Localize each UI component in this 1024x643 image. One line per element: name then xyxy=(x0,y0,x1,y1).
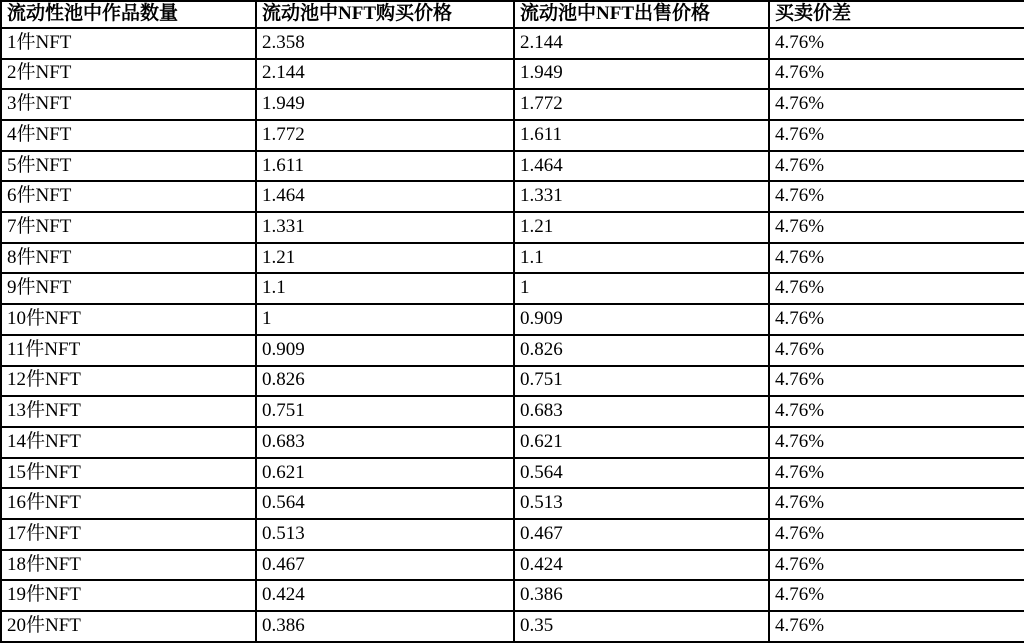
table-row xyxy=(1,304,1024,335)
table-cell: 4.76% xyxy=(769,151,1024,182)
table-cell: 4.76% xyxy=(769,89,1024,120)
column-header: 流动性池中作品数量 xyxy=(1,1,256,28)
table-cell: 17件NFT xyxy=(1,519,256,550)
table-cell: 13件NFT xyxy=(1,396,256,427)
column-header: 流动池中NFT购买价格 xyxy=(256,1,514,28)
table-cell: 6件NFT xyxy=(1,181,256,212)
table-cell: 4.76% xyxy=(769,458,1024,489)
table-cell: 1.21 xyxy=(256,243,514,274)
table-cell: 4.76% xyxy=(769,181,1024,212)
table-cell: 1.1 xyxy=(514,243,769,274)
table-body xyxy=(1,28,1024,642)
table-cell: 0.35 xyxy=(514,611,769,642)
table-cell: 4.76% xyxy=(769,120,1024,151)
table-cell: 0.564 xyxy=(514,458,769,489)
table-cell: 1.772 xyxy=(514,89,769,120)
table-cell: 1.331 xyxy=(256,212,514,243)
table-row xyxy=(1,488,1024,519)
table-cell: 0.424 xyxy=(514,550,769,581)
table-cell: 4.76% xyxy=(769,488,1024,519)
table-row xyxy=(1,89,1024,120)
table-cell: 9件NFT xyxy=(1,273,256,304)
table-row xyxy=(1,427,1024,458)
table-row xyxy=(1,59,1024,90)
table-cell: 8件NFT xyxy=(1,243,256,274)
table-row xyxy=(1,243,1024,274)
table-cell: 0.386 xyxy=(256,611,514,642)
table-row xyxy=(1,151,1024,182)
table-cell: 2.358 xyxy=(256,28,514,59)
table-row xyxy=(1,181,1024,212)
table-row xyxy=(1,273,1024,304)
column-header: 买卖价差 xyxy=(769,1,1024,28)
table-cell: 1.949 xyxy=(514,59,769,90)
table-cell: 19件NFT xyxy=(1,580,256,611)
header-row xyxy=(1,1,1024,28)
table-cell: 4.76% xyxy=(769,611,1024,642)
table-cell: 4.76% xyxy=(769,366,1024,397)
table-cell: 4.76% xyxy=(769,304,1024,335)
table-cell: 10件NFT xyxy=(1,304,256,335)
table-row xyxy=(1,212,1024,243)
table-cell: 4.76% xyxy=(769,335,1024,366)
table-cell: 0.621 xyxy=(256,458,514,489)
table-cell: 14件NFT xyxy=(1,427,256,458)
table-cell: 1件NFT xyxy=(1,28,256,59)
table-row xyxy=(1,366,1024,397)
table-row xyxy=(1,335,1024,366)
table-cell: 4.76% xyxy=(769,396,1024,427)
table-cell: 0.467 xyxy=(514,519,769,550)
table-row xyxy=(1,550,1024,581)
table-cell: 16件NFT xyxy=(1,488,256,519)
table-cell: 4.76% xyxy=(769,59,1024,90)
table-cell: 2.144 xyxy=(256,59,514,90)
table-cell: 1.772 xyxy=(256,120,514,151)
table-cell: 1.331 xyxy=(514,181,769,212)
table-cell: 20件NFT xyxy=(1,611,256,642)
table-cell: 0.751 xyxy=(514,366,769,397)
table-cell: 0.683 xyxy=(256,427,514,458)
table-row xyxy=(1,580,1024,611)
table-cell: 0.751 xyxy=(256,396,514,427)
table-cell: 4.76% xyxy=(769,28,1024,59)
table-cell: 0.513 xyxy=(514,488,769,519)
table-cell: 2.144 xyxy=(514,28,769,59)
table-cell: 15件NFT xyxy=(1,458,256,489)
table-cell: 18件NFT xyxy=(1,550,256,581)
table-cell: 4.76% xyxy=(769,550,1024,581)
table-cell: 1.949 xyxy=(256,89,514,120)
table-cell: 4.76% xyxy=(769,212,1024,243)
table-cell: 4件NFT xyxy=(1,120,256,151)
table-cell: 0.621 xyxy=(514,427,769,458)
table-cell: 0.386 xyxy=(514,580,769,611)
table-cell: 2件NFT xyxy=(1,59,256,90)
table-cell: 0.826 xyxy=(256,366,514,397)
table-cell: 4.76% xyxy=(769,273,1024,304)
table-row xyxy=(1,458,1024,489)
table-cell: 1.611 xyxy=(256,151,514,182)
table-cell: 0.909 xyxy=(514,304,769,335)
table-cell: 1.464 xyxy=(514,151,769,182)
table-cell: 12件NFT xyxy=(1,366,256,397)
table-cell: 4.76% xyxy=(769,580,1024,611)
table-cell: 1 xyxy=(256,304,514,335)
table-cell: 11件NFT xyxy=(1,335,256,366)
table-row xyxy=(1,28,1024,59)
table-cell: 5件NFT xyxy=(1,151,256,182)
table-cell: 4.76% xyxy=(769,427,1024,458)
table-cell: 1.611 xyxy=(514,120,769,151)
table-cell: 3件NFT xyxy=(1,89,256,120)
table-cell: 0.683 xyxy=(514,396,769,427)
table-row xyxy=(1,120,1024,151)
table-cell: 4.76% xyxy=(769,519,1024,550)
table-cell: 4.76% xyxy=(769,243,1024,274)
table-row xyxy=(1,611,1024,642)
table-cell: 0.424 xyxy=(256,580,514,611)
table-row xyxy=(1,396,1024,427)
table-cell: 0.909 xyxy=(256,335,514,366)
table-cell: 1.1 xyxy=(256,273,514,304)
table-cell: 0.564 xyxy=(256,488,514,519)
table-cell: 0.513 xyxy=(256,519,514,550)
column-header: 流动池中NFT出售价格 xyxy=(514,1,769,28)
table-cell: 0.467 xyxy=(256,550,514,581)
table-cell: 0.826 xyxy=(514,335,769,366)
table-cell: 1.464 xyxy=(256,181,514,212)
table-cell: 1.21 xyxy=(514,212,769,243)
table-cell: 7件NFT xyxy=(1,212,256,243)
table-cell: 1 xyxy=(514,273,769,304)
table-row xyxy=(1,519,1024,550)
